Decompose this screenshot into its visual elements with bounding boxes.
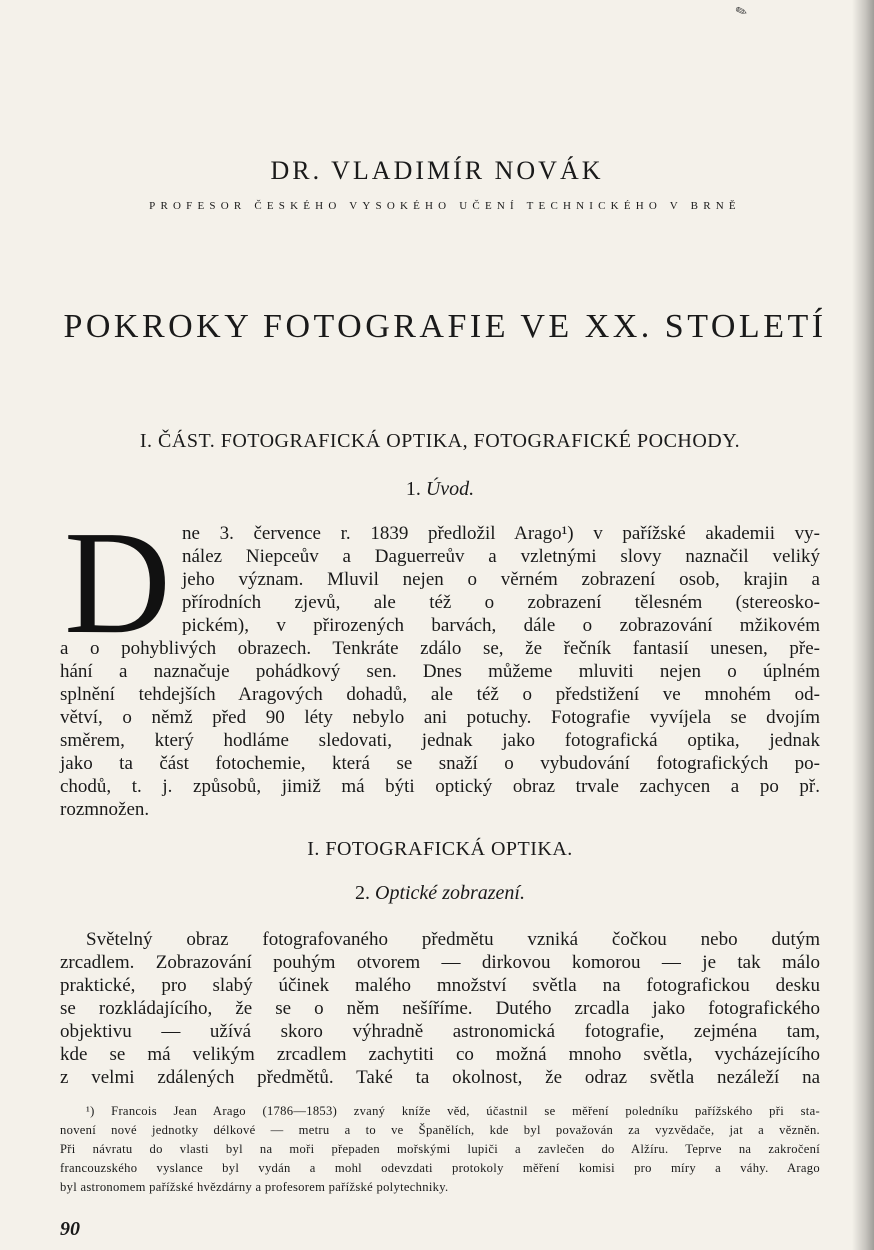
text-line: pickém), v přirozených barvách, dále o zobrazování mžikovém xyxy=(182,615,820,636)
paragraph-optical-image xyxy=(60,928,820,1089)
footnote-line: ¹) Francois Jean Arago (1786—1853) zvaný kníže věd, účastnil se měření poledníku pařížského při sta- xyxy=(86,1104,820,1118)
text-line: kde se má velikým zrcadlem zachytiti co možná mnoho světla, vycházejícího xyxy=(60,1044,820,1065)
text-line: jako ta část fotochemie, která se snaží o vybudování fotografických po- xyxy=(60,753,820,774)
footnote-line: byl astronomem pařížské hvězdárny a profesorem pařížské polytechniky. xyxy=(60,1180,449,1194)
section-number: 2. xyxy=(355,882,370,904)
section-heading-uvod xyxy=(0,478,874,501)
section-heading-optika: I. FOTOGRAFICKÁ OPTIKA. xyxy=(307,838,573,860)
article-title: POKROKY FOTOGRAFIE VE XX. STOLETÍ xyxy=(63,308,827,345)
corner-mark-icon: ✎ xyxy=(733,3,750,22)
section-number: 1. xyxy=(405,478,421,500)
section-title: Optické zobrazení. xyxy=(375,882,525,904)
text-line: chodů, t. j. způsobů, jimiž má býti optický obraz trvale zachycen a po př. xyxy=(60,776,820,797)
text-line: větví, o němž před 90 léty nebylo ani potuchy. Fotografie vyvíjela se dvojím xyxy=(60,707,820,728)
footnote-line: novení nové jednotky délkové — metru a to ve Španělích, kde byl považován za vyzvědače, jat a vězněn. xyxy=(60,1123,820,1137)
text-line: jeho význam. Mluvil nejen o věrném zobrazení osob, krajin a xyxy=(182,569,820,590)
text-line: ne 3. července r. 1839 předložil Arago¹) v pařížské akademii vy- xyxy=(182,523,820,544)
text-line: hání a naznačuje pohádkový sen. Dnes můžeme mluviti nejen o úplném xyxy=(60,661,820,682)
footnote-line: francouzského vyslance byl vydán a mohl odevzdati protokoly měření komisi pro míry a váhy. Arago xyxy=(60,1161,820,1175)
text-line: zrcadlem. Zobrazování pouhým otvorem — dirkovou komorou — je tak málo xyxy=(60,952,820,973)
text-line: Světelný obraz fotografovaného předmětu vzniká čočkou nebo dutým xyxy=(86,929,820,950)
drop-cap: D xyxy=(64,501,171,665)
page-edge-shadow xyxy=(852,0,874,1250)
text-line: přírodních zjevů, ale též o zobrazení tělesném (stereosko- xyxy=(182,592,820,613)
part-heading: I. ČÁST. FOTOGRAFICKÁ OPTIKA, FOTOGRAFICKÉ POCHODY. xyxy=(139,430,741,452)
section-heading-zobrazeni xyxy=(0,882,874,905)
text-line: objektivu — užívá skoro výhradně astronomická fotografie, zejména tam, xyxy=(60,1021,820,1042)
footnote xyxy=(60,1102,820,1197)
author-name: DR. VLADIMÍR NOVÁK xyxy=(270,156,604,185)
text-line: směrem, který hodláme sledovati, jednak jako fotografická optika, jednak xyxy=(60,730,820,751)
text-line: z velmi zdálených předmětů. Také ta okolnost, že odraz světla nezáleží na xyxy=(60,1067,820,1088)
text-line: splnění tehdejších Aragových dohadů, ale též o předstižení ve mnohém od- xyxy=(60,684,820,705)
text-line: rozmnožen. xyxy=(60,799,150,820)
text-line: a o pohyblivých obrazech. Tenkráte zdálo se, že řečník fantasií unesen, pře- xyxy=(60,638,820,659)
author-affiliation: PROFESOR ČESKÉHO VYSOKÉHO UČENÍ TECHNICKÉHO V BRNĚ xyxy=(149,200,741,212)
footnote-line: Při návratu do vlasti byl na moři přepaden mořskými lupiči a zavlečen do Alžíru. Teprve na zakročení xyxy=(60,1142,820,1156)
text-line: nález Niepceův a Daguerreův a vzletnými slovy naznačil veliký xyxy=(182,546,820,567)
text-line: se rozkládajícího, že se o něm nešíříme. Dutého zrcadla jako fotografického xyxy=(60,998,820,1019)
text-line: praktické, pro slabý účinek malého množství světla na fotografickou desku xyxy=(60,975,820,996)
page-number: 90 xyxy=(60,1218,80,1240)
section-title: Úvod. xyxy=(425,478,475,500)
paragraph-intro xyxy=(60,501,820,821)
